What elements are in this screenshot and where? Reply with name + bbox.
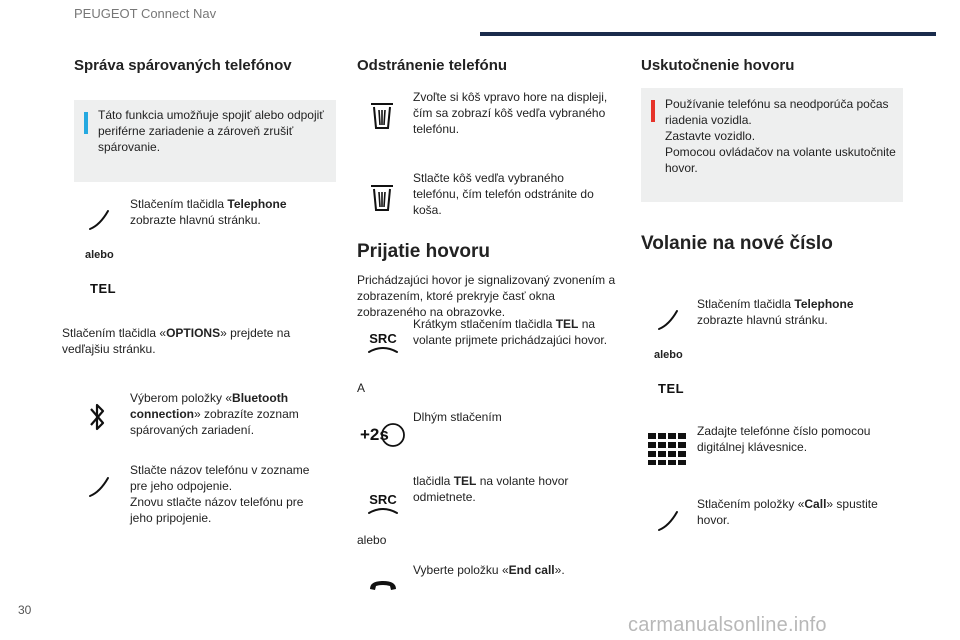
step-call: Stlačením položky «Call» spustite hovor. xyxy=(697,497,878,527)
warning-note-text: Používanie telefónu sa neodporúča počas riadenia vozidla. Zastavte vozidlo. Pomocou ovládačov na volante uskutočnite hovor. xyxy=(665,97,896,175)
touch-icon xyxy=(84,472,114,502)
running-header: PEUGEOT Connect Nav xyxy=(74,6,217,21)
step-accept-call: Krátkym stlačením tlačidla TEL na volante prijmete prichádzajúci hovor. xyxy=(413,317,608,347)
src-steering-button-icon: SRC xyxy=(362,486,404,520)
info-note-text: Táto funkcia umožňuje spojiť alebo odpojiť periférne zariadenie a zároveň zrušiť spárovanie. xyxy=(98,108,324,154)
section-title-new-number: Volanie na nové číslo xyxy=(641,233,833,254)
and-label: A xyxy=(357,381,366,395)
keypad-icon xyxy=(647,432,687,466)
step-phone-name: Stlačte názov telefónu v zozname pre jeho odpojenie. Znovu stlačte názov telefónu pre jeho pripojenie. xyxy=(130,463,310,525)
info-icon xyxy=(84,112,88,134)
step-keypad: Zadajte telefónne číslo pomocou digitálnej klávesnice. xyxy=(697,424,871,454)
section-title-delete: Odstránenie telefónu xyxy=(357,57,508,74)
bluetooth-icon xyxy=(86,398,110,436)
section-title-receive: Prijatie hovoru xyxy=(357,241,491,262)
step-select-trash: Zvoľte si kôš vpravo hore na displeji, čím sa zobrazí kôš vedľa vybraného telefónu. xyxy=(413,90,608,136)
trash-icon xyxy=(367,180,397,214)
watermark: carmanualsonline.info xyxy=(628,614,827,636)
hang-up-icon xyxy=(366,576,400,596)
tel-button-icon: TEL xyxy=(658,381,685,396)
long-press-icon: +2s xyxy=(360,422,406,448)
header-rule xyxy=(480,32,936,36)
receive-intro: Prichádzajúci hovor je signalizovaný zvonením a zobrazením, ktoré prekryje časť okna zobrazeného na obrazovke. xyxy=(357,273,616,319)
page-number: 30 xyxy=(18,603,32,617)
step-end-call: Vyberte položku «End call». xyxy=(413,563,565,577)
step-telephone: Stlačením tlačidla Telephone zobrazte hlavnú stránku. xyxy=(130,197,287,227)
touch-icon xyxy=(653,305,683,335)
touch-icon xyxy=(653,506,683,536)
tel-button-icon: TEL xyxy=(90,281,117,296)
step-long-press: Dlhým stlačením xyxy=(413,410,502,424)
alebo-label: alebo xyxy=(85,249,114,261)
warning-note xyxy=(641,88,903,202)
step-bluetooth: Výberom položky «Bluetooth connection» zobrazíte zoznam spárovaných zariadení. xyxy=(130,391,299,437)
section-title-make-call: Uskutočnenie hovoru xyxy=(641,57,795,74)
alebo-label: alebo xyxy=(654,349,683,361)
info-note xyxy=(74,100,336,182)
step-telephone-2: Stlačením tlačidla Telephone zobrazte hlavnú stránku. xyxy=(697,297,854,327)
touch-icon xyxy=(84,205,114,235)
step-press-trash: Stlačte kôš vedľa vybraného telefónu, čím telefón odstránite do koša. xyxy=(413,171,594,217)
step-options: Stlačením tlačidla «OPTIONS» prejdete na vedľajšiu stránku. xyxy=(62,326,291,356)
warning-icon xyxy=(651,100,655,122)
step-reject-call: tlačidla TEL na volante hovor odmietnete. xyxy=(413,474,569,504)
section-title-pairing: Správa spárovaných telefónov xyxy=(74,57,292,74)
alebo-label: alebo xyxy=(357,533,387,547)
src-steering-button-icon: SRC xyxy=(362,325,404,359)
trash-icon xyxy=(367,98,397,132)
